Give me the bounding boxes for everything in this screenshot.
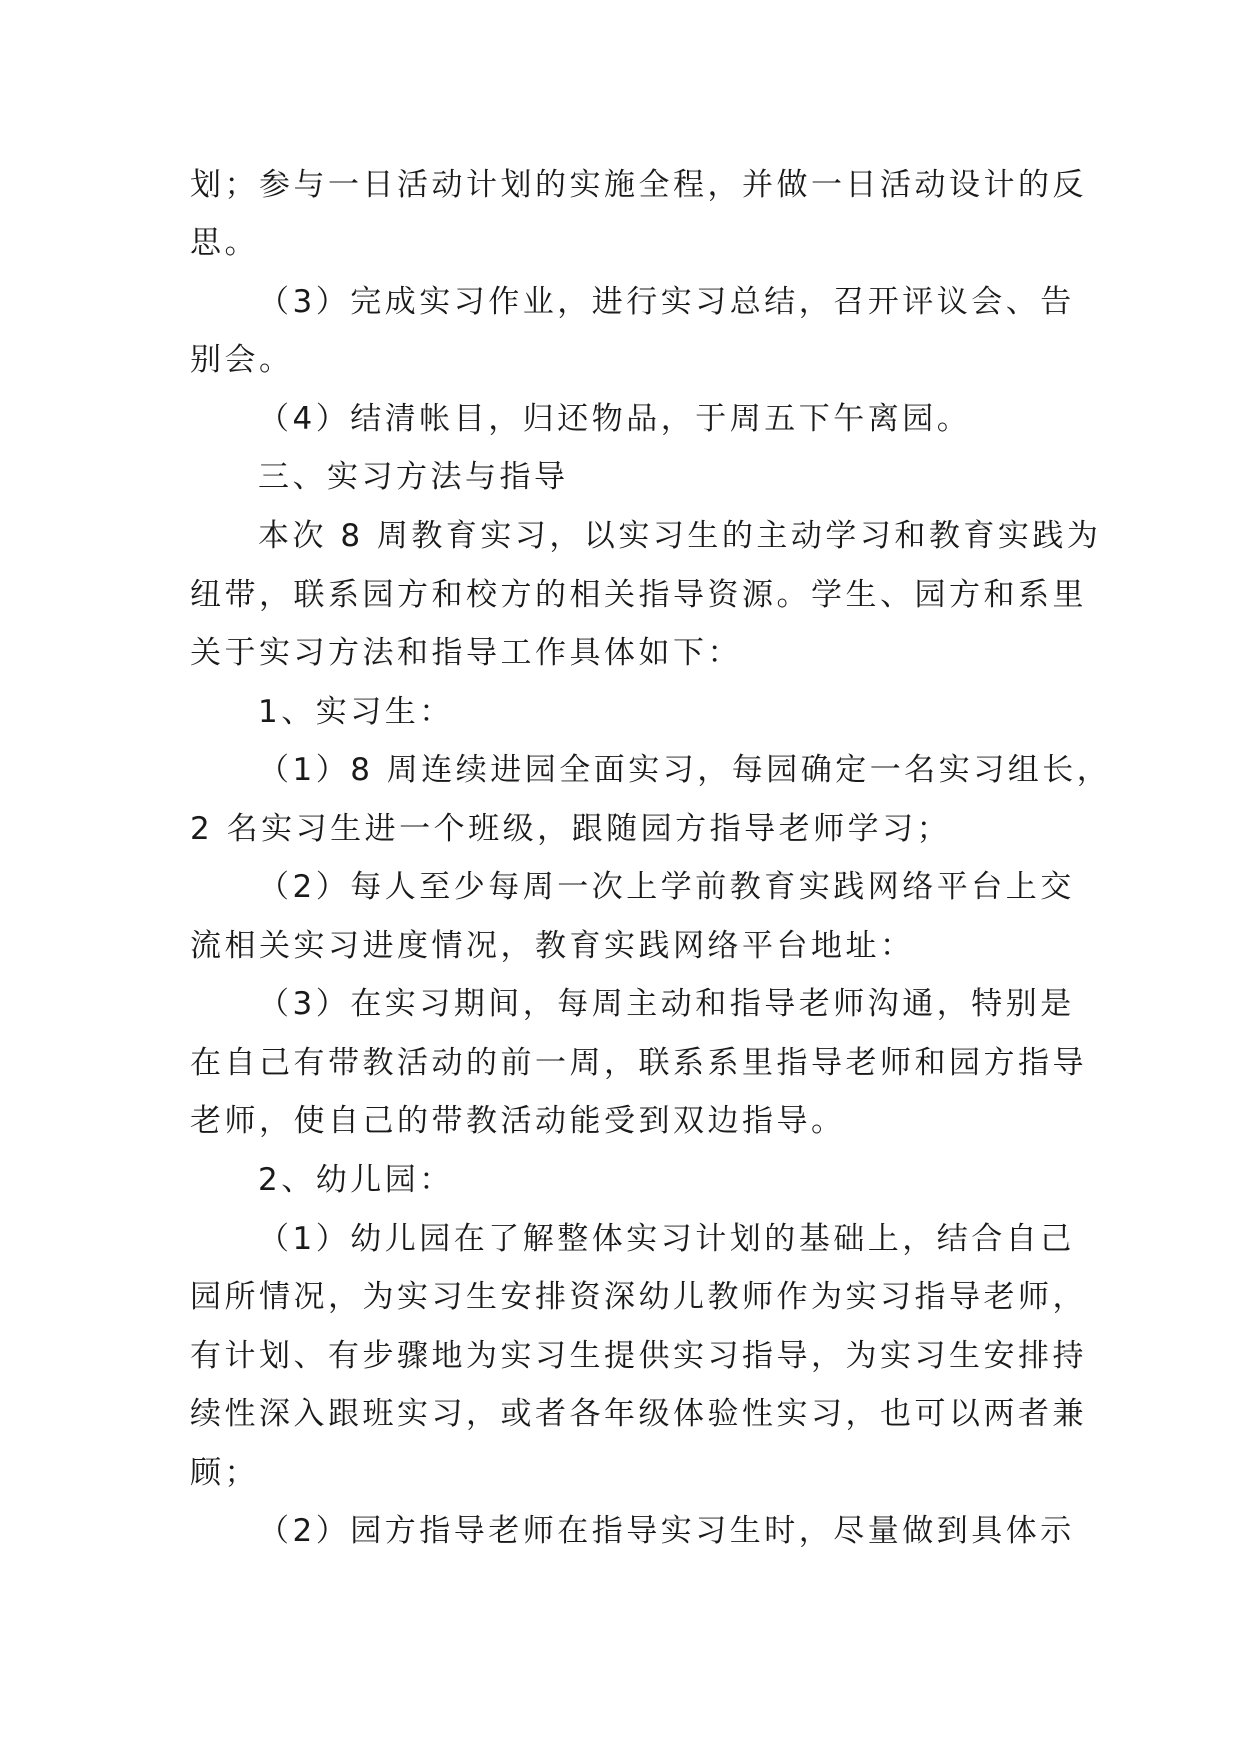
body-line: 关于实习方法和指导工作具体如下： xyxy=(190,635,742,671)
sub-heading: 1、实习生： xyxy=(258,694,454,730)
body-line: 流相关实习进度情况，教育实践网络平台地址： xyxy=(190,928,915,964)
body-line: （3）在实习期间，每周主动和指导老师沟通，特别是 xyxy=(258,986,1075,1022)
body-line: 别会。 xyxy=(190,342,294,378)
body-line: 纽带，联系园方和校方的相关指导资源。学生、园方和系里 xyxy=(190,577,1087,613)
body-line: （4）结清帐目，归还物品，于周五下午离园。 xyxy=(258,401,972,437)
body-line: 在自己有带教活动的前一周，联系系里指导老师和园方指导 xyxy=(190,1045,1087,1081)
body-line: 思。 xyxy=(190,225,259,261)
body-line: 本次 8 周教育实习，以实习生的主动学习和教育实践为 xyxy=(258,518,1102,554)
section-heading: 三、实习方法与指导 xyxy=(258,459,569,495)
body-line: 老师，使自己的带教活动能受到双边指导。 xyxy=(190,1103,846,1139)
body-line: 划；参与一日活动计划的实施全程，并做一日活动设计的反 xyxy=(190,167,1087,203)
body-line: （2）园方指导老师在指导实习生时，尽量做到具体示 xyxy=(258,1513,1075,1549)
body-line: （3）完成实习作业，进行实习总结，召开评议会、告 xyxy=(258,284,1075,320)
sub-heading: 2、幼儿园： xyxy=(258,1162,454,1198)
body-line: （1）8 周连续进园全面实习，每园确定一名实习组长， xyxy=(258,752,1112,788)
body-line: 有计划、有步骤地为实习生提供实习指导，为实习生安排持 xyxy=(190,1338,1087,1374)
body-line: 2 名实习生进一个班级，跟随园方指导老师学习； xyxy=(190,811,952,847)
body-line: 园所情况，为实习生安排资深幼儿教师作为实习指导老师， xyxy=(190,1279,1087,1315)
body-line: 续性深入跟班实习，或者各年级体验性实习，也可以两者兼 xyxy=(190,1396,1087,1432)
body-line: 顾； xyxy=(190,1455,259,1491)
body-line: （2）每人至少每周一次上学前教育实践网络平台上交 xyxy=(258,869,1075,905)
body-line: （1）幼儿园在了解整体实习计划的基础上，结合自己 xyxy=(258,1221,1075,1257)
